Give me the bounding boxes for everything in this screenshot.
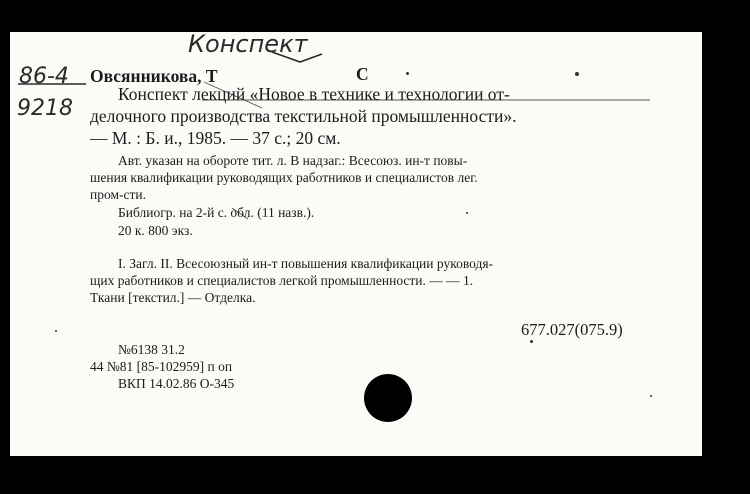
speck (575, 72, 579, 76)
speck (406, 72, 409, 75)
tracing-line-3: Ткани [текстил.] — Отделка. (90, 290, 256, 305)
note-line-1: Авт. указан на обороте тит. л. В надзаг.: Всесоюз. ин-т повы- (118, 153, 468, 168)
card-punch-hole (364, 374, 412, 422)
author-heading: Овсянникова, Т (90, 66, 218, 86)
author-letter: С (356, 64, 369, 84)
order-line-1: №6138 31.2 (118, 342, 185, 357)
bibliography-note: Библиогр. на 2-й с. обл. (11 назв.). (118, 205, 315, 220)
speck (650, 395, 652, 397)
shelf-number-bottom: 9218 (17, 96, 73, 121)
imprint-line: — М. : Б. и., 1985. — 37 с.; 20 см. (90, 128, 341, 148)
title-line-2: делочного производства текстильной промышленности». (90, 106, 517, 126)
handwritten-note: Конспект (188, 30, 308, 58)
note-line-3: пром-сти. (90, 187, 146, 202)
speck (530, 340, 533, 343)
price-print-run: 20 к. 800 экз. (118, 223, 193, 238)
tracing-line-2: щих работников и специалистов легкой промышленности. — — 1. (90, 273, 474, 288)
tracing-line-1: I. Загл. II. Всесоюзный ин-т повышения квалификации руководя- (118, 256, 494, 271)
speck (466, 212, 468, 214)
order-line-3: ВКП 14.02.86 О-345 (118, 376, 235, 391)
title-line-1: Конспект лекций «Новое в технике и технологии от- (118, 84, 510, 104)
speck (55, 330, 57, 332)
udc-number: 677.027(075.9) (521, 320, 623, 339)
order-line-2: 44 №81 [85-102959] п оп (90, 359, 233, 374)
note-line-2: шения квалификации руководящих работников и специалистов лег. (90, 170, 478, 185)
shelf-number-top: 86-4 (19, 64, 69, 89)
